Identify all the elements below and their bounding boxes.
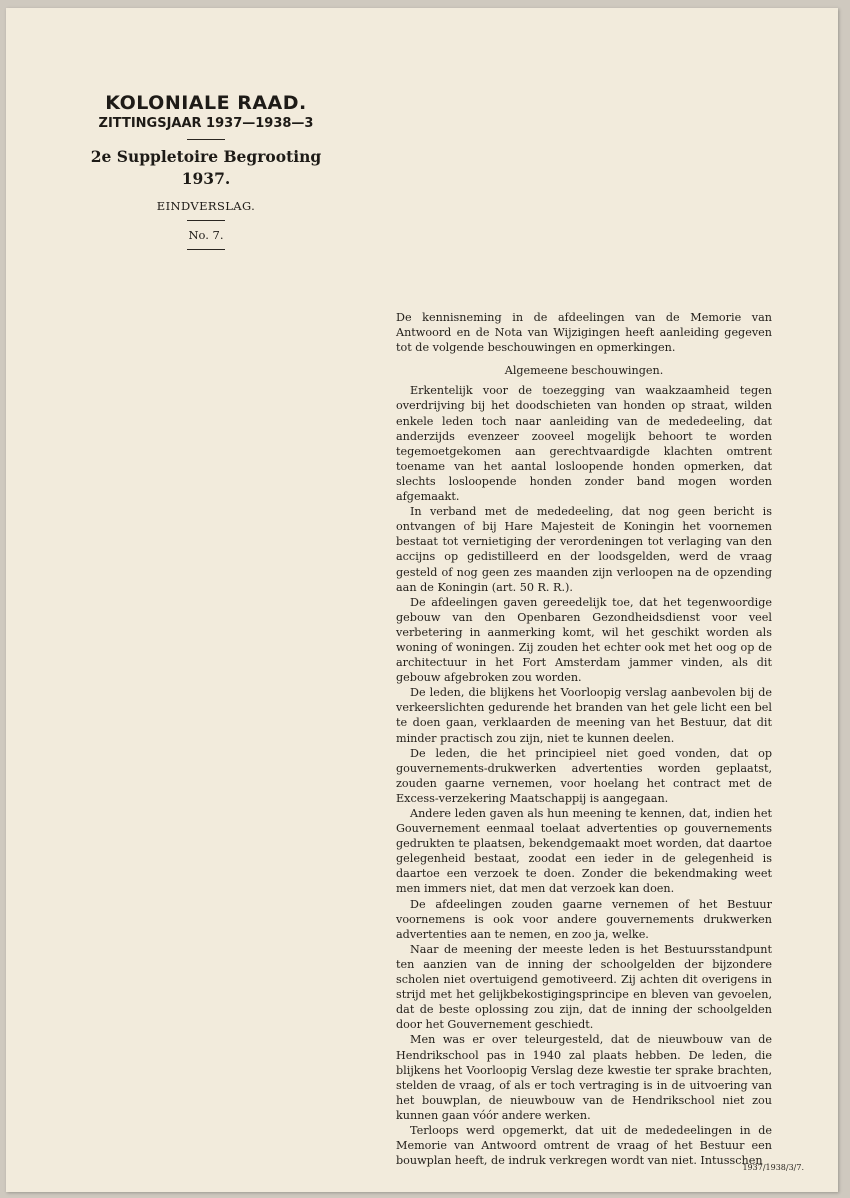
divider [187,139,225,140]
council-title: KOLONIALE RAAD. [105,92,307,114]
report-body [396,310,772,1168]
budget-title: 2e Suppletoire Begrooting 1937. [90,147,322,188]
document-number: No. 7. [188,228,224,242]
paragraph: Terloops werd opgemerkt, dat uit de mededeelingen in de Memorie van Antwoord omtrent de vraag of het Bestuur een bouwplan heeft, de indruk verkregen wordt van niet. Intusschen [396,1123,772,1168]
footer-code: 1937/1938/3/7. [742,1163,804,1172]
section-heading: Algemeene beschouwingen. [504,364,664,378]
paragraph: De leden, die het principieel niet goed vonden, dat op gouvernements-drukwerken advertenties worden geplaatst, zouden gaarne vernemen, voor hoelang het contract met de Excess-verzekering Maatschappij is aangegaan. [396,746,772,805]
divider [187,220,225,221]
document-header [76,92,336,256]
paragraph: De afdeelingen zouden gaarne vernemen of het Bestuur voornemens is ook voor andere gouvernements drukwerken advertenties aan te nemen, en zoo ja, welke. [396,897,772,941]
paragraph: In verband met de mededeeling, dat nog geen bericht is ontvangen of bij Hare Majesteit de Koningin het voornemen bestaat tot vernietiging der verordeningen tot verlaging van den accijns op gedistilleerd en der loodsgelden, werd de vraag gesteld of nog geen zes maanden zijn verloopen na de opzending aan de Koningin (art. 50 R. R.). [396,505,772,594]
document-page [6,8,838,1192]
paragraph: Erkentelijk voor de toezegging van waakzaamheid tegen overdrijving bij het doodschieten van honden op straat, wilden enkele leden toch naar aanleiding van de mededeeling, dat anderzijds evenzeer zooveel mogelijk behoort te worden tegemoetgekomen aan gerechtvaardigde klachten omtrent toename van het aantal losloopende honden opmerken, dat slechts losloopende honden zonder band mogen worden afgemaakt. [396,384,772,504]
paragraph: Andere leden gaven als hun meening te kennen, dat, indien het Gouvernement eenmaal toelaat advertenties op gouvernements gedrukten te plaatsen, bekendgemaakt moet worden, dat daartoe gelegenheid bestaat, zoodat een ieder in de gelegenheid is daartoe een verzoek te doen. Zonder die bekendmaking weet men immers niet, dat men dat verzoek kan doen. [396,807,772,896]
paragraph: De afdeelingen gaven gereedelijk toe, dat het tegenwoordige gebouw van den Openbaren Gezondheidsdienst voor veel verbetering in aanmerking komt, wil het geschikt worden als woning of woningen. Zij zouden het echter ook met het oog op de architectuur in het Fort Amsterdam jammer vinden, als dit gebouw afgebroken zou worden. [396,595,772,685]
session-year: ZITTINGSJAAR 1937—1938—3 [98,116,314,131]
paragraph: Men was er over teleurgesteld, dat de nieuwbouw van de Hendrikschool pas in 1940 zal plaats hebben. De leden, die blijkens het Voorloopig Verslag deze kwestie ter sprake brachten, stelden de vraag, of als er toch vertraging is in de uitvoering van het bouwplan, de nieuwbouw van de Hendrikschool niet zou kunnen gaan vóór andere werken. [396,1033,772,1122]
paragraph: Naar de meening der meeste leden is het Bestuursstandpunt ten aanzien van de inning der schoolgelden der bijzondere scholen niet overtuigend gemotiveerd. Zij achten dit overigens in strijd met het gelijkbekostigingsprincipe en bleven van gevoelen, dat de beste oplossing zou zijn, dat de inning der schoolgelden door het Gouvernement geschiedt. [396,942,772,1032]
divider [187,249,225,250]
intro-paragraph: De kennisneming in de afdeelingen van de Memorie van Antwoord en de Nota van Wijzigingen heeft aanleiding gegeven tot de volgende beschouwingen en opmerkingen. [396,311,772,355]
report-type: EINDVERSLAG. [156,199,256,213]
paragraph: De leden, die blijkens het Voorloopig verslag aanbevolen bij de verkeerslichten gedurende het branden van het gele licht een bel te doen gaan, verklaarden de meening van het Bestuur, dat dit minder practisch zou zijn, niet te kunnen deelen. [396,686,772,745]
